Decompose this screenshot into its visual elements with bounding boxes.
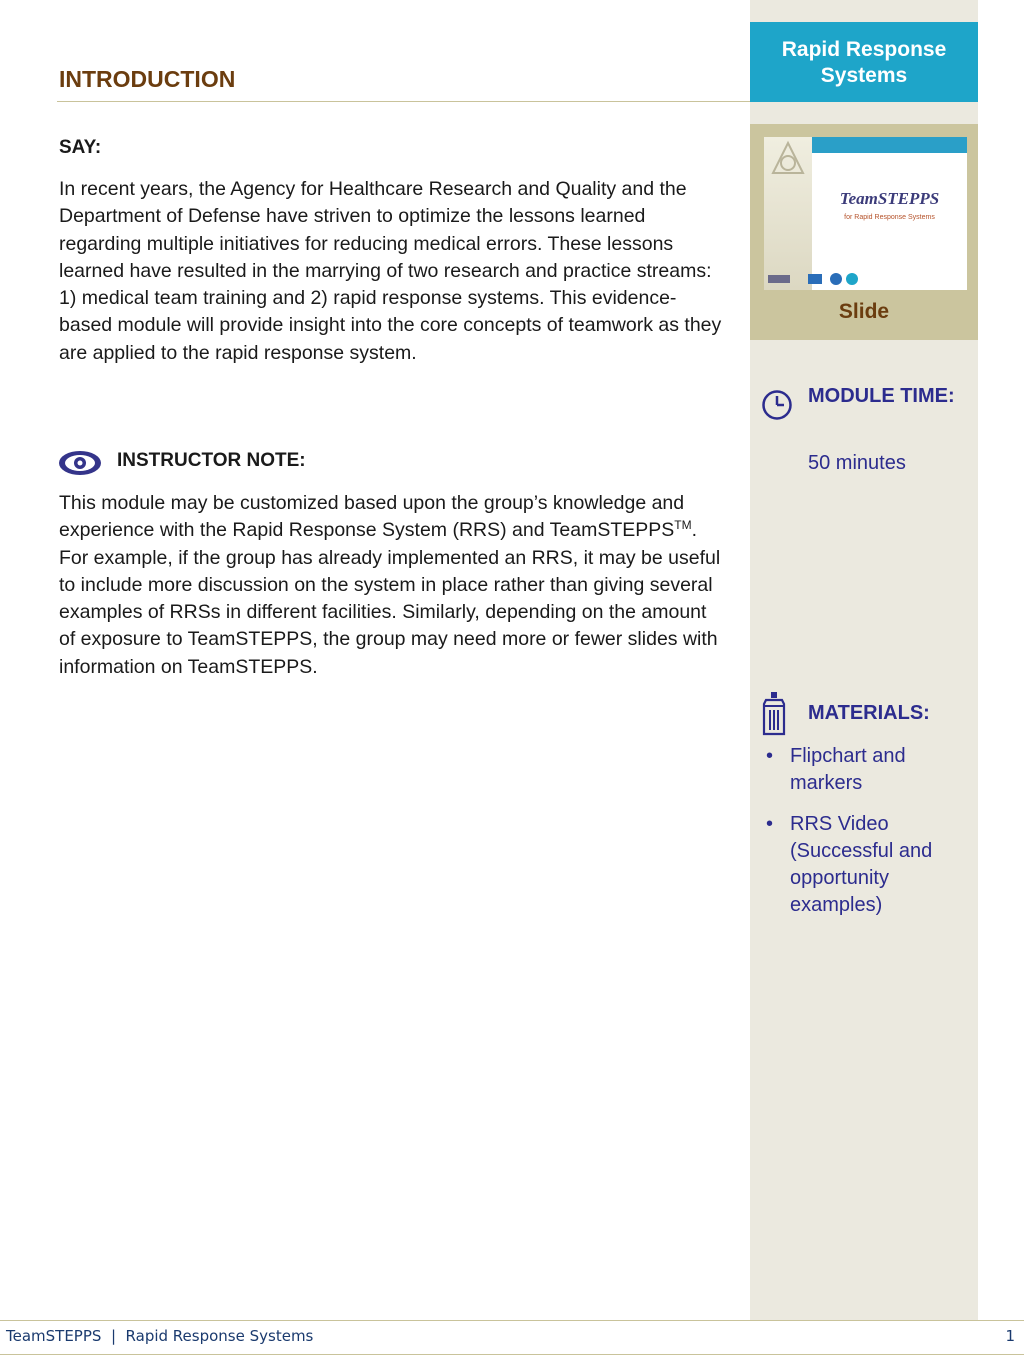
module-time-label: MODULE TIME: [808, 385, 955, 407]
thumbnail-top-bar [812, 137, 967, 153]
page-number: 1 [1005, 1327, 1015, 1345]
clock-icon [761, 389, 793, 421]
list-item: • RRS Video (Successful and opportunity examples) [764, 811, 964, 920]
note-text-part-1: This module may be customized based upon the group’s knowledge and experience with the Rapid Response System (RRS) and TeamSTEPPS [59, 492, 685, 542]
thumbnail-subtitle: for Rapid Response Systems [844, 214, 935, 221]
materials-list [764, 743, 964, 933]
slide-thumbnail[interactable] [764, 137, 967, 290]
list-item: • Flipchart and markers [764, 743, 964, 798]
module-time-value: 50 minutes [808, 452, 906, 474]
trademark-superscript: TM [674, 518, 692, 533]
instructor-note-label: INSTRUCTOR NOTE: [117, 450, 306, 471]
agency-logos-icon [768, 271, 888, 287]
note-text-part-2: . For example, if the group has already implemented an RRS, it may be useful to include more discussion on the system in place rather than giving several examples of RRSs in different facilities. Similarly, depending on the amount of exposure to TeamSTEPPS, the group may need more or fewer slides with information on TeamSTEPPS. [59, 519, 721, 678]
eye-icon [57, 448, 103, 478]
teamstepps-logo-icon [770, 139, 806, 179]
say-label: SAY: [59, 137, 102, 158]
materials-label: MATERIALS: [808, 702, 930, 724]
section-title: INTRODUCTION [59, 66, 236, 92]
slide-label: Slide [838, 300, 890, 323]
title-divider [57, 101, 750, 102]
footer-divider [0, 1320, 1024, 1321]
module-tab: Rapid Response Systems [750, 22, 978, 102]
footer-bottom-divider [0, 1354, 1024, 1355]
instructor-note-paragraph [59, 490, 724, 681]
jar-icon [761, 692, 787, 736]
thumbnail-title: TeamSTEPPS [839, 189, 940, 208]
say-paragraph: In recent years, the Agency for Healthcare Research and Quality and the Department of Defense have striven to optimize the lessons learned regarding multiple initiatives for reducing medical errors. These lessons learned have resulted in the marrying of two research and practice streams: 1) medical team training and 2) rapid response systems. This evidence-based module will provide insight into the core concepts of teamwork as they are applied to the rapid response system. [59, 178, 722, 364]
footer-text: TeamSTEPPS | Rapid Response Systems [6, 1327, 314, 1345]
